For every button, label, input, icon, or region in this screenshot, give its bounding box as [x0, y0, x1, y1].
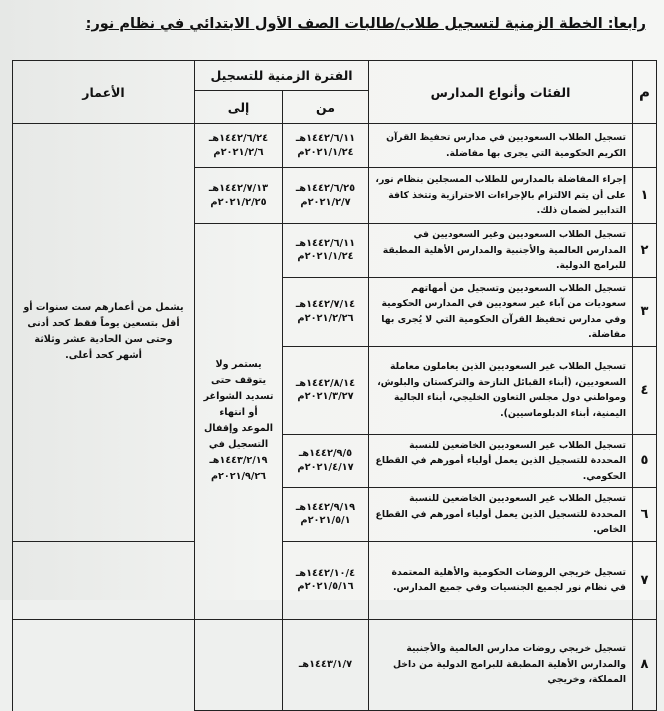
- header-ages: الأعمار: [13, 61, 195, 124]
- row-number: ٢: [633, 224, 657, 278]
- to-hijri: ١٤٤٢/٧/١٣هـ: [208, 183, 269, 194]
- row-category: تسجيل الطلاب السعوديين وتسجيل من أمهاتهم سعوديات من آباء غير سعوديين في المدارس الحكومية وفي مدارس تحفيظ القرآن الحكومية التي لا يُجرى بها مفاضلة.: [369, 277, 633, 346]
- to-gregorian: ٢٠٢١/٢/٢٥م: [210, 196, 267, 208]
- row-from-date: [283, 124, 369, 168]
- row-number: ١: [633, 168, 657, 224]
- row-category: تسجيل الطلاب غير السعوديين الخاضعين للنسبة المحددة للتسجيل الذين يعمل أولياء أمورهم في القطاع الخاص.: [369, 488, 633, 542]
- from-hijri: ١٤٤٢/٩/١٩هـ: [295, 501, 356, 513]
- row-to-date: [13, 541, 195, 619]
- header-category: الفئات وأنواع المدارس: [369, 61, 633, 124]
- from-hijri: ١٤٤٢/٩/٥هـ: [298, 448, 353, 460]
- row-number: ٣: [633, 277, 657, 346]
- from-hijri: ١٤٤٣/١/٧هـ: [298, 658, 353, 670]
- table-row: [13, 541, 657, 619]
- header-to: إلى: [195, 91, 283, 124]
- from-gregorian: ٢٠٢١/٢/٢٦م: [297, 312, 354, 324]
- row-number: ٤: [633, 346, 657, 434]
- table-row: [13, 619, 657, 710]
- row-from-date: [283, 434, 369, 488]
- row-category: تسجيل خريجي الروضات الحكومية والأهلية المعتمدة في نظام نور لجميع الجنسيات وفي جميع المدارس.: [369, 541, 633, 619]
- from-hijri: ١٤٤٢/١٠/٤هـ: [295, 567, 356, 579]
- row-from-date: [283, 541, 369, 619]
- to-gregorian: ٢٠٢١/٢/٦م: [213, 146, 264, 158]
- row-from-date: [283, 619, 369, 710]
- row-category: إجراء المفاضلة بالمدارس للطلاب المسجلين بنظام نور، على أن يتم الالتزام بالإجراءات الاحترازية وتتخذ كافة التدابير لضمان ذلك.: [369, 168, 633, 224]
- header-period: الفترة الزمنية للتسجيل: [195, 61, 369, 91]
- from-gregorian: ٢٠٢١/١/٢٤م: [297, 146, 354, 158]
- registration-plan-table: [12, 60, 657, 711]
- from-gregorian: ٢٠٢١/١/٢٤م: [297, 251, 354, 263]
- row-category: تسجيل الطلاب السعوديين وغير السعوديين في المدارس العالمية والأجنبية والمدارس الأهلية المطبقة للبرامج الدولية.: [369, 224, 633, 278]
- from-hijri: ١٤٤٢/٦/٢٥هـ: [295, 183, 356, 194]
- row-from-date: [283, 277, 369, 346]
- row-category: تسجيل الطلاب غير السعوديين الخاضعين للنسبة المحددة للتسجيل الذين يعمل أولياء أمورهم في القطاع الحكومي.: [369, 434, 633, 488]
- age-requirement-1: يشمل من أعمارهم ست سنوات أو أقل بتسعين يوماً فقط كحد أدنى وحتى سن الحادية عشر وثلاثة أشهر كحد أعلى.: [13, 124, 195, 542]
- row-from-date: [283, 488, 369, 542]
- from-gregorian: ٢٠٢١/٥/١م: [300, 515, 351, 527]
- from-gregorian: ٢٠٢١/٢/٧م: [300, 196, 351, 208]
- from-hijri: ١٤٤٢/٦/١١هـ: [295, 133, 356, 144]
- row-number: ٦: [633, 488, 657, 542]
- row-number: ٨: [633, 619, 657, 710]
- row-to-date: [195, 619, 283, 710]
- continuous-registration-note: يستمر ولا يتوقف حتى تسديد الشواغر أو انتهاء الموعد وإقفال التسجيل في ١٤٤٣/٢/١٩هـ ٢٠٢١/٩/٢٦م: [195, 224, 283, 620]
- from-gregorian: ٢٠٢١/٣/٢٧م: [297, 391, 354, 402]
- section-heading: رابعاً: الخطة الزمنية لتسجيل طلاب/طالبات الصف الأول الابتدائي في نظام نور:: [85, 16, 646, 32]
- from-gregorian: ٢٠٢١/٤/١٧م: [297, 461, 354, 473]
- row-category: تسجيل خريجي روضات مدارس العالمية والأجنبية والمدارس الأهلية المطبقة للبرامج الدولية من داخل المملكة، وخريجي: [369, 619, 633, 710]
- row-number: [633, 124, 657, 168]
- from-hijri: ١٤٤٢/٧/١٤هـ: [295, 299, 356, 310]
- header-number: م: [633, 61, 657, 124]
- to-hijri: ١٤٤٢/٦/٢٤هـ: [208, 133, 269, 144]
- from-hijri: ١٤٤٢/٨/١٤هـ: [295, 377, 356, 389]
- row-from-date: [283, 224, 369, 278]
- table-row: [13, 124, 657, 168]
- header-from: من: [283, 91, 369, 124]
- row-number: ٥: [633, 434, 657, 488]
- row-category: تسجيل الطلاب السعوديين في مدارس تحفيظ القرآن الكريم الحكومية التي يجرى بها مفاضلة.: [369, 124, 633, 168]
- row-category: تسجيل الطلاب غير السعوديين الذين يعاملون معاملة السعوديين، (أبناء القبائل النازحة والتركستان والبلوش، ومواطني دول مجلس التعاون الخليجي، أبناء الجالية اليمنية، أبناء الدبلوماسيين).: [369, 346, 633, 434]
- row-from-date: [283, 346, 369, 434]
- row-from-date: [283, 168, 369, 224]
- from-gregorian: ٢٠٢١/٥/١٦م: [297, 581, 354, 592]
- row-to-date: [195, 168, 283, 224]
- row-number: ٧: [633, 541, 657, 619]
- from-hijri: ١٤٤٢/٦/١١هـ: [295, 237, 356, 249]
- row-to-date: [195, 124, 283, 168]
